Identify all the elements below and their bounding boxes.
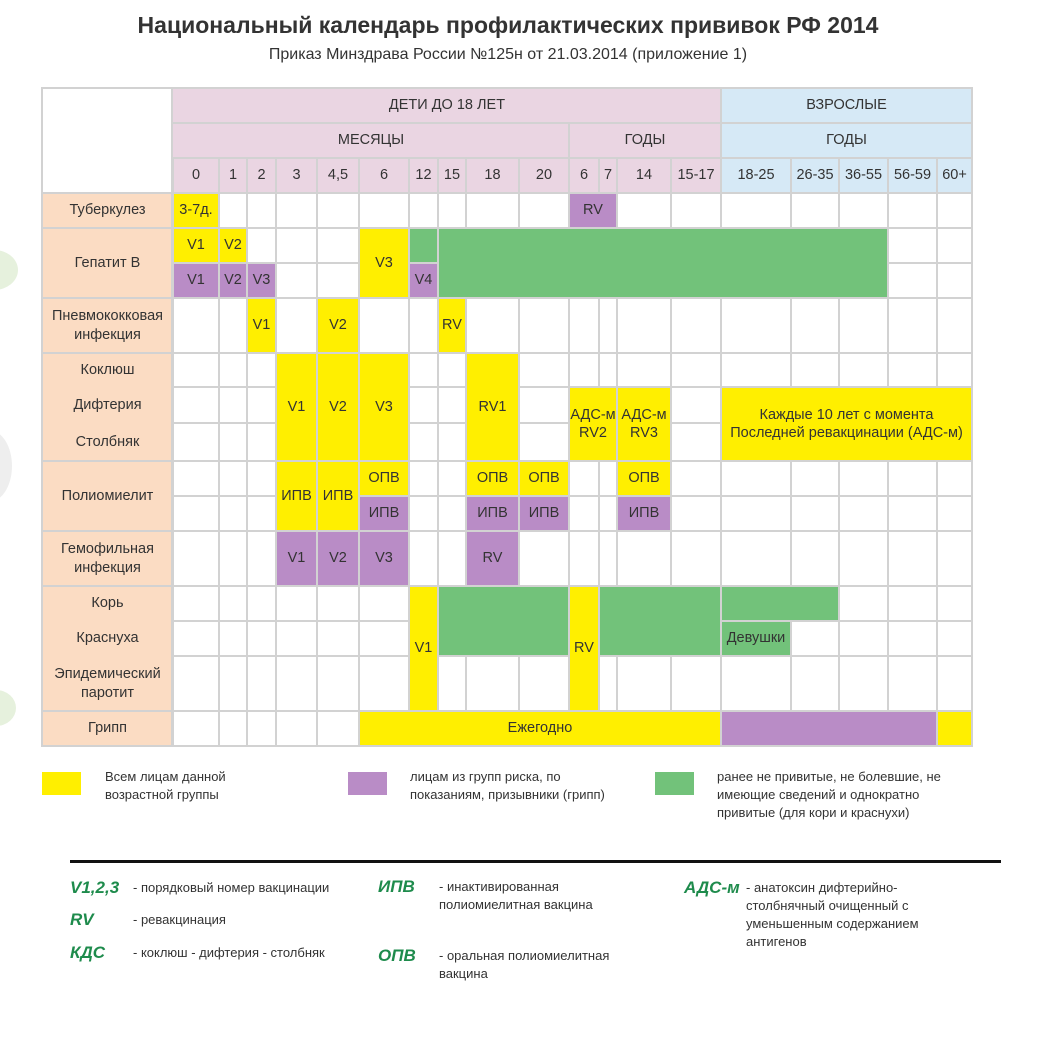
mark-hib-v2: V2 — [318, 532, 358, 585]
row-label-diphtheria: Дифтерия — [73, 396, 142, 413]
grid-line — [246, 158, 248, 746]
abbr-ipv-definition: - инактивированная полиомиелитная вакцина — [439, 879, 593, 912]
row-label-polio: Полиомиелит — [61, 487, 154, 504]
mark-polio-ipv-14y: ИПВ — [618, 497, 670, 530]
mark-flu-risk-adults — [722, 712, 936, 745]
abbr-opv: ОПВ — [378, 946, 416, 965]
age-header: 26-35 — [791, 158, 839, 193]
abbr-kds-definition: - коклюш - дифтерия - столбняк — [133, 945, 325, 960]
row-label-mumps: Эпидемический паротит — [54, 666, 161, 701]
row-label-tetanus: Столбняк — [75, 433, 140, 450]
age-header: 56-59 — [888, 158, 937, 193]
header-corner — [42, 88, 173, 193]
grid-line — [173, 122, 972, 124]
row-label-hepatitis_b: Гепатит В — [74, 254, 141, 271]
mark-ads-rv3: АДС-м RV3 — [618, 388, 670, 460]
age-header: 36-55 — [839, 158, 888, 193]
mark-flu-60plus — [938, 712, 971, 745]
age-header: 18 — [466, 158, 519, 193]
grid-line — [568, 122, 570, 158]
mark-polio-opv-14y: ОПВ — [618, 462, 670, 495]
age-header: 12 — [409, 158, 438, 193]
grid-line — [173, 297, 972, 299]
age-header: 60+ — [937, 158, 972, 193]
mark-pn-rv: RV — [439, 299, 465, 352]
age-header: 15-17 — [671, 158, 721, 193]
abbr-v123: V1,2,3 — [70, 878, 120, 897]
page-subtitle: Приказ Минздрава России №125н от 21.03.2014 (приложение 1) — [268, 46, 748, 63]
mark-tb-rv: RV — [570, 194, 616, 227]
mark-polio-opv-18m: ОПВ — [467, 462, 518, 495]
mark-hib-v3: V3 — [360, 532, 408, 585]
mark-polio-ipv-45m: ИПВ — [318, 462, 358, 530]
mark-dtp-rv1: RV1 — [467, 354, 518, 460]
row-label-rubella: Краснуха — [76, 630, 139, 647]
abbr-rv-definition: - ревакцинация — [133, 912, 226, 927]
age-header: 1 — [219, 158, 247, 193]
row-label-pertussis: Коклюш — [80, 361, 135, 378]
header-children: ДЕТИ ДО 18 ЛЕТ — [173, 88, 721, 123]
mark-hb-risk-v1: V1 — [174, 264, 218, 297]
leaf-decoration — [0, 250, 18, 290]
legend-swatch-purple — [348, 772, 387, 795]
mark-dtp-v2: V2 — [318, 354, 358, 460]
age-header: 18-25 — [721, 158, 791, 193]
mark-flu-yearly: Ежегодно — [360, 712, 720, 745]
abbr-ads-m: АДС-м — [684, 878, 740, 897]
mark-hb-green — [410, 229, 437, 262]
age-header: 0 — [173, 158, 219, 193]
mark-hb-risk-v4: V4 — [410, 264, 437, 297]
header-years-children: ГОДЫ — [569, 123, 721, 158]
legend-text-yellow: Всем лицам данной возрастной группы — [105, 769, 226, 802]
mark-polio-ipv-6m: ИПВ — [360, 497, 408, 530]
mark-measles-adults — [722, 587, 838, 620]
mark-polio-ipv-18m: ИПВ — [467, 497, 518, 530]
grid-line — [971, 87, 973, 747]
abbr-kds: КДС — [70, 943, 106, 962]
age-header: 15 — [438, 158, 466, 193]
mark-dtp-v1: V1 — [277, 354, 316, 460]
mark-mmr-catchup-children — [439, 587, 568, 655]
row-label-hib: Гемофильная инфекция — [61, 541, 154, 576]
mark-hb-v1: V1 — [174, 229, 218, 262]
mark-hb-v3: V3 — [360, 229, 408, 297]
mark-hb-v2: V2 — [220, 229, 246, 262]
mark-hb-catchup — [439, 229, 887, 297]
mark-hib-rv: RV — [467, 532, 518, 585]
grid-line — [720, 87, 722, 158]
age-header: 6 — [359, 158, 409, 193]
mark-ads-rv2: АДС-м RV2 — [570, 388, 616, 460]
legend-text-purple: лицам из групп риска, по показаниям, призывники (грипп) — [410, 769, 605, 802]
leaf-decoration — [0, 690, 16, 726]
page-title: Национальный календарь профилактических прививок РФ 2014 — [137, 12, 879, 38]
legend-swatch-green — [655, 772, 694, 795]
row-label-pneumococcal: Пневмококковая инфекция — [51, 308, 163, 343]
legend-swatch-yellow — [42, 772, 81, 795]
mark-mmr-catchup-teens — [600, 587, 720, 655]
mark-polio-ipv-20m: ИПВ — [520, 497, 568, 530]
abbr-opv-definition: - оральная полиомиелитная вакцина — [439, 948, 610, 981]
row-label-tuberculosis: Туберкулез — [69, 202, 146, 219]
mark-polio-ipv-3m: ИПВ — [277, 462, 316, 530]
mark-adult-every-10-years: Каждые 10 лет с момента Последней ревакцинации (АДС-м) — [722, 388, 971, 460]
mark-hib-v1: V1 — [277, 532, 316, 585]
row-label-measles: Корь — [91, 595, 124, 612]
age-header: 7 — [599, 158, 617, 193]
mark-polio-opv-6m: ОПВ — [360, 462, 408, 495]
mark-mmr-v1: V1 — [410, 587, 437, 710]
abbr-v123-definition: - порядковый номер вакцинации — [133, 880, 330, 895]
mark-dtp-v3: V3 — [360, 354, 408, 460]
abbr-ipv: ИПВ — [378, 877, 415, 896]
row-label-flu: Грипп — [88, 720, 127, 737]
age-header: 2 — [247, 158, 276, 193]
mark-pn-v1: V1 — [248, 299, 275, 352]
grid-line — [42, 87, 972, 89]
age-header: 4,5 — [317, 158, 359, 193]
mark-pn-v2: V2 — [318, 299, 358, 352]
leaf-decoration — [0, 430, 12, 502]
header-years-adults: ГОДЫ — [721, 123, 972, 158]
mark-mmr-rv: RV — [570, 587, 598, 710]
age-header: 3 — [276, 158, 317, 193]
header-adults: ВЗРОСЛЫЕ — [721, 88, 972, 123]
abbr-rv: RV — [70, 910, 94, 929]
mark-tb-3-7d: 3-7д. — [174, 194, 218, 227]
divider-rule — [70, 860, 1001, 863]
header-months: МЕСЯЦЫ — [173, 123, 569, 158]
age-header: 6 — [569, 158, 599, 193]
mark-hb-risk-v3: V3 — [248, 264, 275, 297]
age-header: 14 — [617, 158, 671, 193]
mark-hb-risk-v2: V2 — [220, 264, 246, 297]
age-header: 20 — [519, 158, 569, 193]
grid-line — [173, 157, 972, 159]
abbr-ads-m-definition: - анатоксин дифтерийно-столбнячный очищенный с уменьшенным содержанием антигенов — [746, 880, 919, 949]
grid-line — [173, 745, 972, 747]
mark-rubella-girls: Девушки — [722, 622, 790, 655]
mark-polio-opv-20m: ОПВ — [520, 462, 568, 495]
legend-text-green: ранее не привитые, не болевшие, не имеющие сведений и однократно привитые (для кори и краснухи) — [717, 769, 941, 820]
